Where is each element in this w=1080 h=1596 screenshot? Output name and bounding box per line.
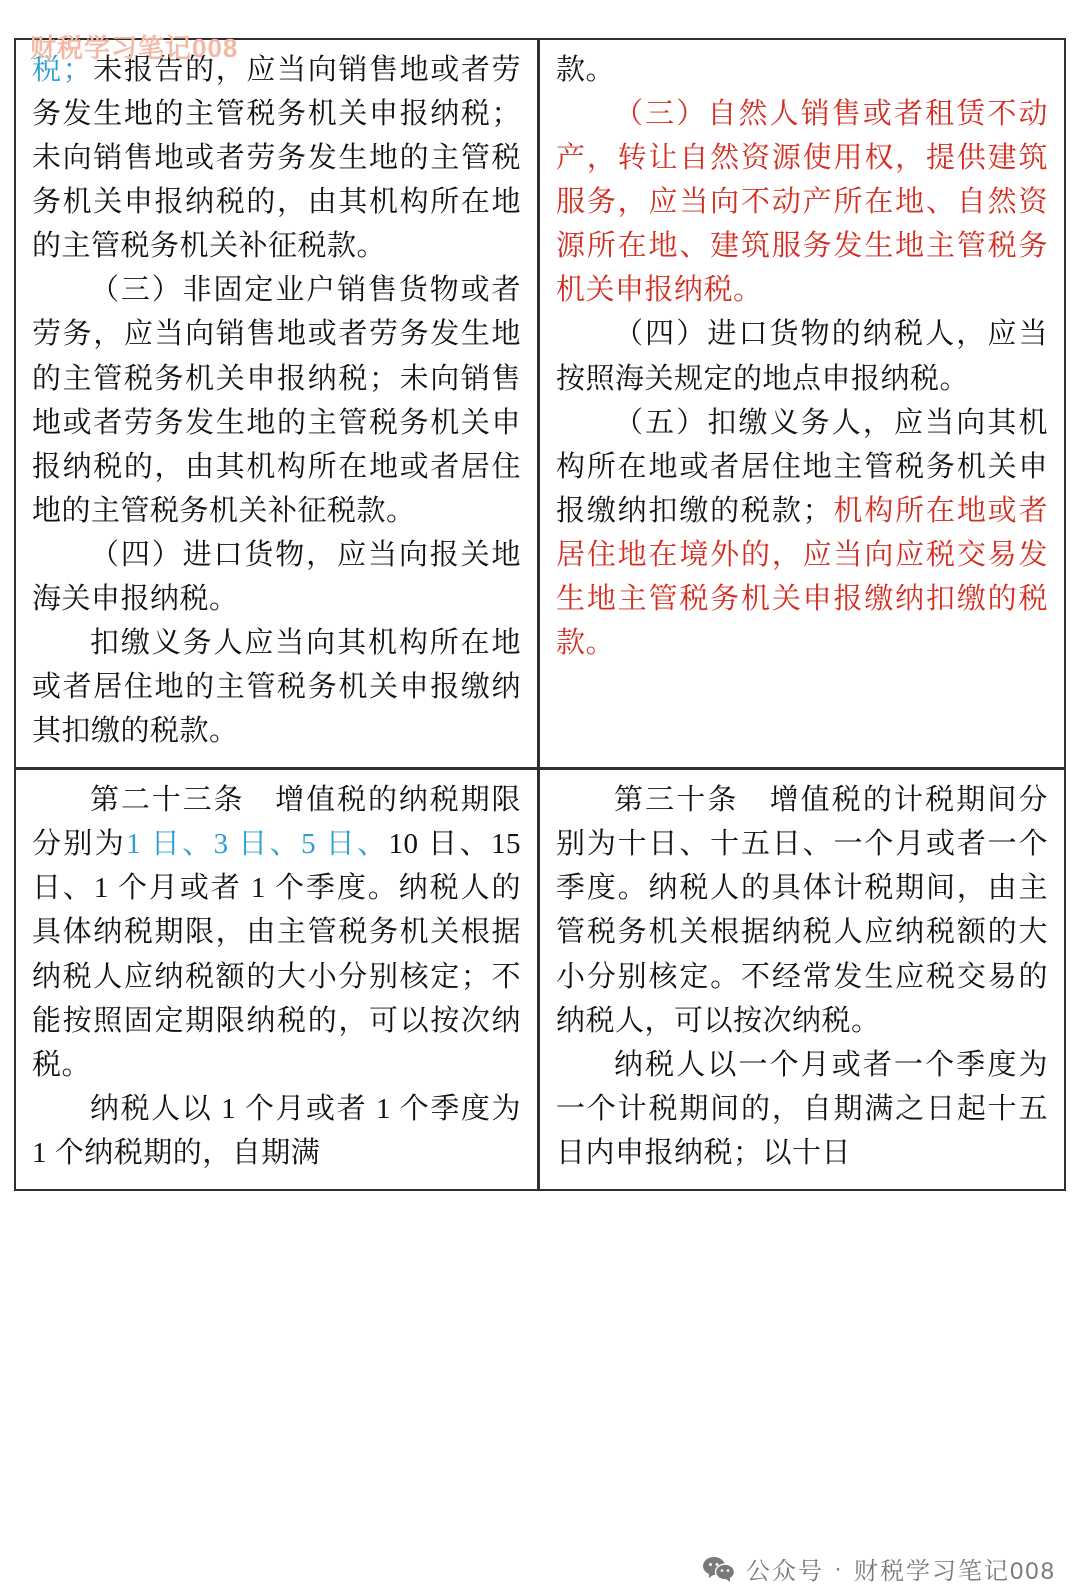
paragraph [32,621,521,753]
highlight-text-run: 1 日、3 日、5 日、 [126,828,389,861]
paragraph [32,533,521,621]
paragraph [556,92,1048,312]
text-run: 第三十条 增值税的计税期间分别为十日、十五日、一个月或者一个季度。纳税人的具体计税期间，由主管税务机关根据纳税人应纳税额的大小分别核定。不经常发生应税交易的纳税人，可以按次纳税。 [556,784,1048,1037]
watermark-top: 财税学习笔记008 [30,33,239,63]
text-run: （四）进口货物，应当向报关地海关申报纳税。 [32,538,521,615]
text-run: 10 日、15 日、1 个月或者 1 个季度。纳税人的具体纳税期限，由主管税务机关根据纳税人应纳税额的大小分别核定；不能按照固定期限纳税的，可以按次纳税。 [32,828,521,1081]
text-run: 纳税人以一个月或者一个季度为一个计税期间的，自期满之日起十五日内申报纳税；以十日 [556,1048,1048,1169]
highlight-text-run: （三） [614,98,708,131]
footer-watermark [702,1551,1056,1586]
table-row [16,770,1064,1189]
paragraph [32,778,521,1087]
text-run: 未报告的，应当向销售地或者劳务发生地的主管税务机关申报纳税；未向销售地或者劳务发生地的主管税务机关申报纳税的，由其机构所在地的主管税务机关补征税款。 [32,54,521,263]
table-cell-row2-right [540,770,1064,1189]
text-run: （三）非固定业户销售货物或者劳务，应当向销售地或者劳务发生地的主管税务机关申报纳税；未向销售地或者劳务发生地的主管税务机关申报纳税的，由其机构所在地或者居住地的主管税务机关补征税款。 [32,274,521,527]
table-cell-row1-left [16,40,540,767]
text-run: 扣缴义务人应当向其机构所在地或者居住地的主管税务机关申报缴纳其扣缴的税款。 [32,627,521,748]
text-run: （四）进口货物的纳税人，应当按照海关规定的地点申报纳税。 [556,318,1048,395]
paragraph [556,48,1048,92]
footer-separator: · [833,1554,844,1582]
table-row [16,40,1064,770]
text-run: （五）扣缴义务人，应当向其机构所在地或者居住地主管税务机关申报缴纳扣缴的税款； [556,406,1048,527]
paragraph [556,312,1048,400]
highlight-text-run: 税； [32,54,93,86]
footer-prefix: 公众号 [745,1558,824,1585]
table-cell-row1-right [540,40,1064,767]
footer-account-name: 财税学习笔记008 [853,1558,1056,1585]
paragraph [556,401,1048,665]
paragraph [556,778,1048,1042]
paragraph [556,1043,1048,1175]
highlight-text-run: 机构所在地或者居住地在境外的，应当向应税交易发生地主管税务机关申报缴纳扣缴的税款。 [556,494,1048,660]
wechat-icon [702,1555,736,1583]
text-run: 纳税人以 1 个月或者 1 个季度为 1 个纳税期的，自期满 [32,1092,521,1169]
highlight-text-run: 自然人销售或者租赁不动产，转让自然资源使用权，提供建筑服务，应当向不动产所在地、自然资源所在地、建筑服务发生地主管税务机关申报纳税。 [556,98,1048,307]
text-run: 款。 [556,54,616,86]
text-run: 第二十三条 增值税的纳税期限分别为 [32,784,521,861]
paragraph [32,268,521,532]
table-cell-row2-left [16,770,540,1189]
paragraph [32,48,521,268]
paragraph [32,1087,521,1175]
comparison-table [14,38,1066,1191]
